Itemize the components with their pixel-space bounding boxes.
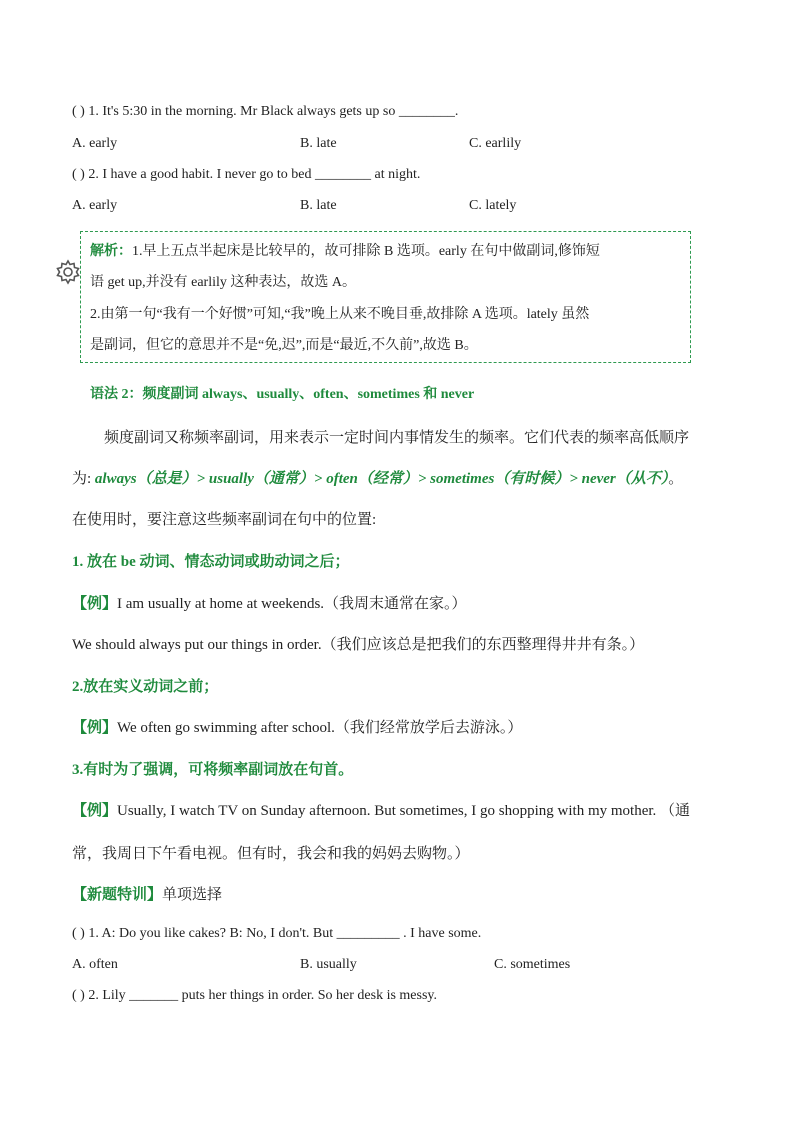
option-a: A. often [72, 957, 118, 972]
frequency-order: always（总是）> usually（通常）> often（经常）> sometimes（有时候）> never（从不） [94, 471, 669, 487]
training-question-2 [72, 986, 437, 1006]
rule-3-example-1: 【例】Usually, I watch TV on Sunday afternoon. But sometimes, I go shopping with my mother. （通 [72, 803, 691, 819]
question-text: 1. A: Do you like cakes? B: No, I don't. But _________ . I have some. [88, 926, 482, 941]
analysis-label: 解析： [90, 244, 132, 259]
rule-3-example-2: 常，我周日下午看电视。但有时，我会和我的妈妈去购物。） [72, 846, 470, 862]
question-text: 2. Lily _______ puts her things in order. So her desk is messy. [88, 988, 438, 1003]
training-tag: 【新题特训】 [72, 887, 163, 903]
question-1 [72, 102, 458, 122]
option-b: B. usually [300, 957, 357, 972]
grammar-intro-1: 频度副词又称频率副词，用来表示一定时间内事情发生的频率。它们代表的频率高低顺序 [104, 430, 690, 446]
analysis-line-4: 是副词，但它的意思并不是“免,迟”,而是“最近,不久前”,故选 B。 [90, 338, 478, 353]
training-header [72, 885, 222, 905]
option-c: C. sometimes [494, 957, 571, 972]
rule-3: 3.有时为了强调，可将频率副词放在句首。 [72, 762, 354, 778]
grammar-heading: 语法 2：频度副词 always、usually、often、sometimes 和 never [90, 387, 475, 402]
question-text: 1. It's 5:30 in the morning. Mr Black always gets up so ________. [88, 104, 459, 119]
analysis-line-2: 语 get up,并没有 earlily 这种表达，故选 A。 [90, 275, 356, 290]
rule-2: 2.放在实义动词之前； [72, 679, 219, 695]
example-tag: 【例】 [72, 596, 118, 612]
grammar-intro-2: 为: always（总是）> usually（通常）> often（经常）> sometimes（有时候）> never（从不）。 [72, 471, 684, 487]
question-2 [72, 165, 420, 185]
rule-1-example-1: 【例】I am usually at home at weekends.（我周末通常在家。） [72, 596, 467, 612]
rule-2-example-1: 【例】We often go swimming after school.（我们经常放学后去游泳。） [72, 720, 523, 736]
answer-paren: ( ) [72, 926, 85, 941]
answer-paren: ( ) [72, 988, 85, 1003]
question-text: 2. I have a good habit. I never go to bed ________ at night. [88, 167, 421, 182]
option-c: C. earlily [469, 136, 522, 151]
answer-paren: ( ) [72, 104, 85, 119]
rule-1: 1. 放在 be 动词、情态动词或助动词之后； [72, 554, 350, 570]
option-c: C. lately [469, 198, 517, 213]
option-b: B. late [300, 198, 337, 213]
option-a: A. early [72, 198, 118, 213]
analysis-line-3: 2.由第一句“我有一个好惯”可知,“我”晚上从来不晚目垂,故排除 A 选项。lately 虽然 [90, 307, 590, 322]
grammar-intro-3: 在使用时，要注意这些频率副词在句中的位置: [72, 512, 377, 528]
answer-paren: ( ) [72, 167, 85, 182]
rule-1-example-2: We should always put our things in order.（我们应该总是把我们的东西整理得井井有条。） [72, 637, 645, 653]
training-question-1 [72, 924, 481, 944]
option-b: B. late [300, 136, 337, 151]
example-tag: 【例】 [72, 803, 118, 819]
training-title: 单项选择 [162, 887, 223, 903]
analysis-line-1: 解析：1.早上五点半起床是比较早的，故可排除 B 选项。early 在句中做副词,修饰短 [90, 244, 600, 259]
option-a: A. early [72, 136, 118, 151]
gear-icon [54, 258, 82, 286]
analysis-box [80, 231, 691, 363]
example-tag: 【例】 [72, 720, 118, 736]
